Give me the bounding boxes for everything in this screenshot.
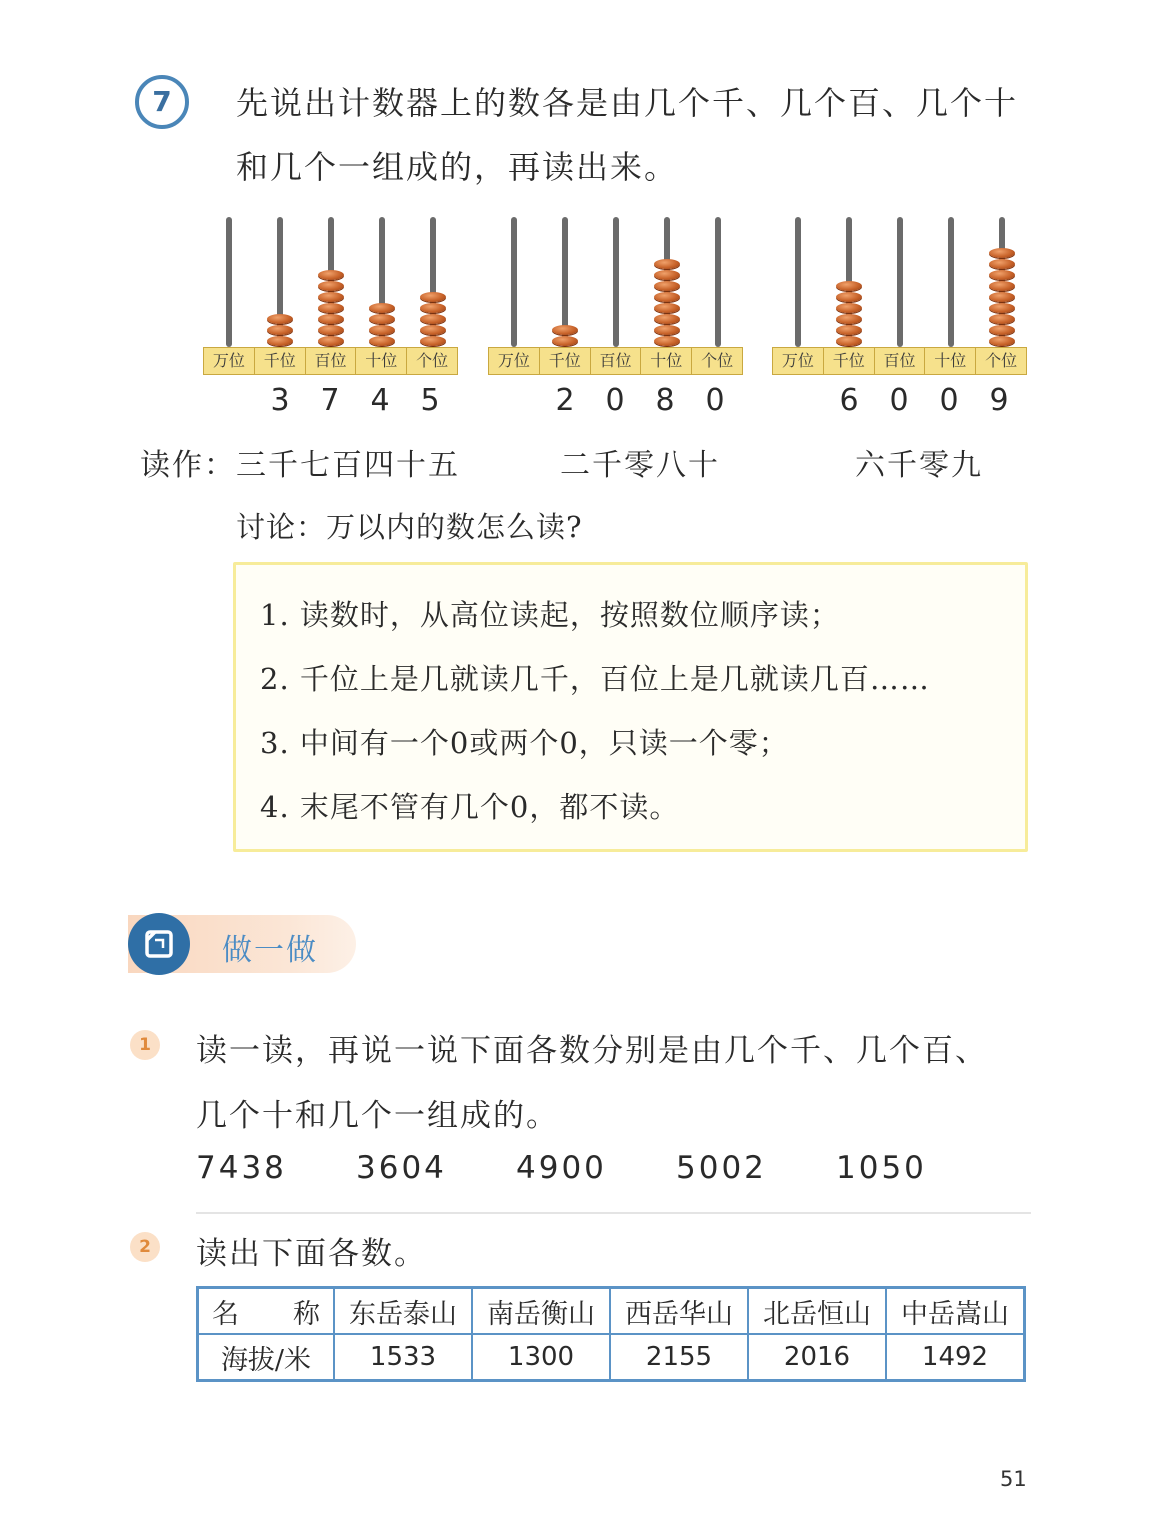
table-cell: 2155 — [610, 1334, 748, 1381]
abacus-bead — [654, 292, 680, 302]
abacus-bead — [318, 314, 344, 324]
abacus-bead — [654, 336, 680, 346]
abacus-6009 — [772, 210, 1027, 375]
digit: 3 — [270, 383, 290, 418]
practice-banner-label: 做一做 — [222, 933, 318, 968]
abacus-bead — [654, 314, 680, 324]
rule-4: 4. 末尾不管有几个0，都不读。 — [260, 790, 680, 824]
table-cell: 2016 — [748, 1334, 886, 1381]
abacus-bead — [318, 270, 344, 280]
abacus-3745 — [203, 210, 458, 375]
table-cell: 东岳泰山 — [334, 1288, 472, 1335]
digit: 8 — [655, 383, 675, 418]
abacus-bead — [989, 281, 1015, 291]
exercise-2-text: 读出下面各数。 — [196, 1236, 427, 1272]
table-cell: 北岳恒山 — [748, 1288, 886, 1335]
label-bai: 百位 — [591, 348, 642, 374]
abacus-bead — [420, 336, 446, 346]
reading-rules-box — [233, 562, 1028, 852]
table-cell: 1533 — [334, 1334, 472, 1381]
abacus-bead — [552, 325, 578, 335]
abacus-bead — [836, 336, 862, 346]
place-value-labels — [488, 347, 743, 375]
label-wan: 万位 — [489, 348, 540, 374]
table-row — [198, 1334, 1025, 1381]
table-cell: 南岳衡山 — [472, 1288, 610, 1335]
exercise-1-line2: 几个十和几个一组成的。 — [196, 1098, 559, 1134]
rule-1: 1. 读数时，从高位读起，按照数位顺序读； — [260, 598, 840, 632]
abacus-bead — [654, 303, 680, 313]
abacus-bead — [420, 314, 446, 324]
abacus-2080 — [488, 210, 743, 375]
rule-3: 3. 中间有一个0或两个0，只读一个零； — [260, 726, 789, 760]
page-number: 51 — [1000, 1467, 1027, 1491]
abacus-1-digits — [255, 383, 455, 423]
problem-number-7: 7 — [135, 75, 189, 129]
abacus-bead — [318, 325, 344, 335]
abacus-bead — [989, 325, 1015, 335]
label-ge: 个位 — [416, 351, 449, 370]
abacus-bead — [654, 259, 680, 269]
abacus-bead — [420, 292, 446, 302]
digit: 4 — [370, 383, 390, 418]
digit: 5 — [420, 383, 440, 418]
number-item: 4900 — [516, 1150, 607, 1186]
digit: 0 — [705, 383, 725, 418]
number-item: 1050 — [836, 1150, 927, 1186]
practice-icon — [128, 913, 190, 975]
abacus-bead — [989, 292, 1015, 302]
label-bai: 百位 — [875, 348, 926, 374]
abacus-bead — [989, 259, 1015, 269]
table-row — [198, 1288, 1025, 1335]
reading-6009: 六千零九 — [855, 448, 983, 483]
digit: 2 — [555, 383, 575, 418]
abacus-bead — [836, 303, 862, 313]
abacus-bead — [267, 314, 293, 324]
abacus-bead — [369, 325, 395, 335]
digit: 0 — [605, 383, 625, 418]
abacus-bead — [318, 336, 344, 346]
digit: 7 — [320, 383, 340, 418]
abacus-bead — [836, 314, 862, 324]
exercise-1-line1: 读一读，再说一说下面各数分别是由几个千、几个百、 — [196, 1033, 988, 1069]
abacus-2-digits — [540, 383, 740, 423]
abacus-bead — [267, 325, 293, 335]
exercise-1-number: 1 — [130, 1030, 160, 1060]
discussion-prompt: 讨论：万以内的数怎么读? — [236, 510, 583, 544]
reading-2080: 二千零八十 — [560, 448, 720, 483]
table-cell: 1492 — [886, 1334, 1025, 1381]
digit: 9 — [989, 383, 1009, 418]
place-value-labels — [203, 347, 458, 375]
label-ge: 个位 — [701, 351, 734, 370]
label-shi: 十位 — [641, 348, 692, 374]
abacus-bead — [836, 292, 862, 302]
abacus-bead — [420, 303, 446, 313]
exercise-2-number: 2 — [130, 1232, 160, 1262]
number-item: 3604 — [356, 1150, 447, 1186]
abacus-bead — [989, 336, 1015, 346]
abacus-bead — [318, 281, 344, 291]
table-cell: 1300 — [472, 1334, 610, 1381]
mountain-altitude-table — [196, 1286, 1026, 1382]
abacus-bead — [369, 336, 395, 346]
abacus-bead — [989, 314, 1015, 324]
label-qian: 千位 — [255, 348, 306, 374]
table-header-name: 名 称 — [198, 1288, 335, 1335]
abacus-3-digits — [824, 383, 1024, 423]
place-value-labels — [772, 347, 1027, 375]
divider — [196, 1212, 1031, 1214]
abacus-bead — [836, 281, 862, 291]
problem-7-text-line1: 先说出计数器上的数各是由几个千、几个百、几个十 — [236, 84, 1019, 122]
abacus-bead — [318, 292, 344, 302]
abacus-bead — [989, 248, 1015, 258]
number-item: 7438 — [196, 1150, 287, 1186]
table-cell: 中岳嵩山 — [886, 1288, 1025, 1335]
number-item: 5002 — [676, 1150, 767, 1186]
problem-7-text-line2: 和几个一组成的，再读出来。 — [236, 148, 679, 186]
label-bai: 百位 — [306, 348, 357, 374]
label-ge: 个位 — [985, 351, 1018, 370]
abacus-bead — [420, 325, 446, 335]
square-note-icon — [141, 926, 177, 962]
label-shi: 十位 — [356, 348, 407, 374]
digit: 0 — [889, 383, 909, 418]
abacus-bead — [654, 270, 680, 280]
label-shi: 十位 — [925, 348, 976, 374]
abacus-bead — [654, 281, 680, 291]
exercise-1-numbers — [196, 1150, 996, 1186]
reading-3745: 三千七百四十五 — [236, 448, 460, 483]
abacus-bead — [369, 303, 395, 313]
table-cell: 西岳华山 — [610, 1288, 748, 1335]
rule-2: 2. 千位上是几就读几千，百位上是几就读几百…… — [260, 662, 930, 696]
abacus-bead — [318, 303, 344, 313]
abacus-bead — [654, 325, 680, 335]
abacus-bead — [989, 303, 1015, 313]
abacus-bead — [369, 314, 395, 324]
read-as-label: 读作： — [140, 448, 236, 483]
abacus-bead — [836, 325, 862, 335]
label-qian: 千位 — [540, 348, 591, 374]
digit: 6 — [839, 383, 859, 418]
abacus-bead — [989, 270, 1015, 280]
label-wan: 万位 — [773, 348, 824, 374]
abacus-bead — [552, 336, 578, 346]
table-header-altitude: 海拔/米 — [198, 1334, 335, 1381]
digit: 0 — [939, 383, 959, 418]
label-wan: 万位 — [204, 348, 255, 374]
label-qian: 千位 — [824, 348, 875, 374]
abacus-bead — [267, 336, 293, 346]
